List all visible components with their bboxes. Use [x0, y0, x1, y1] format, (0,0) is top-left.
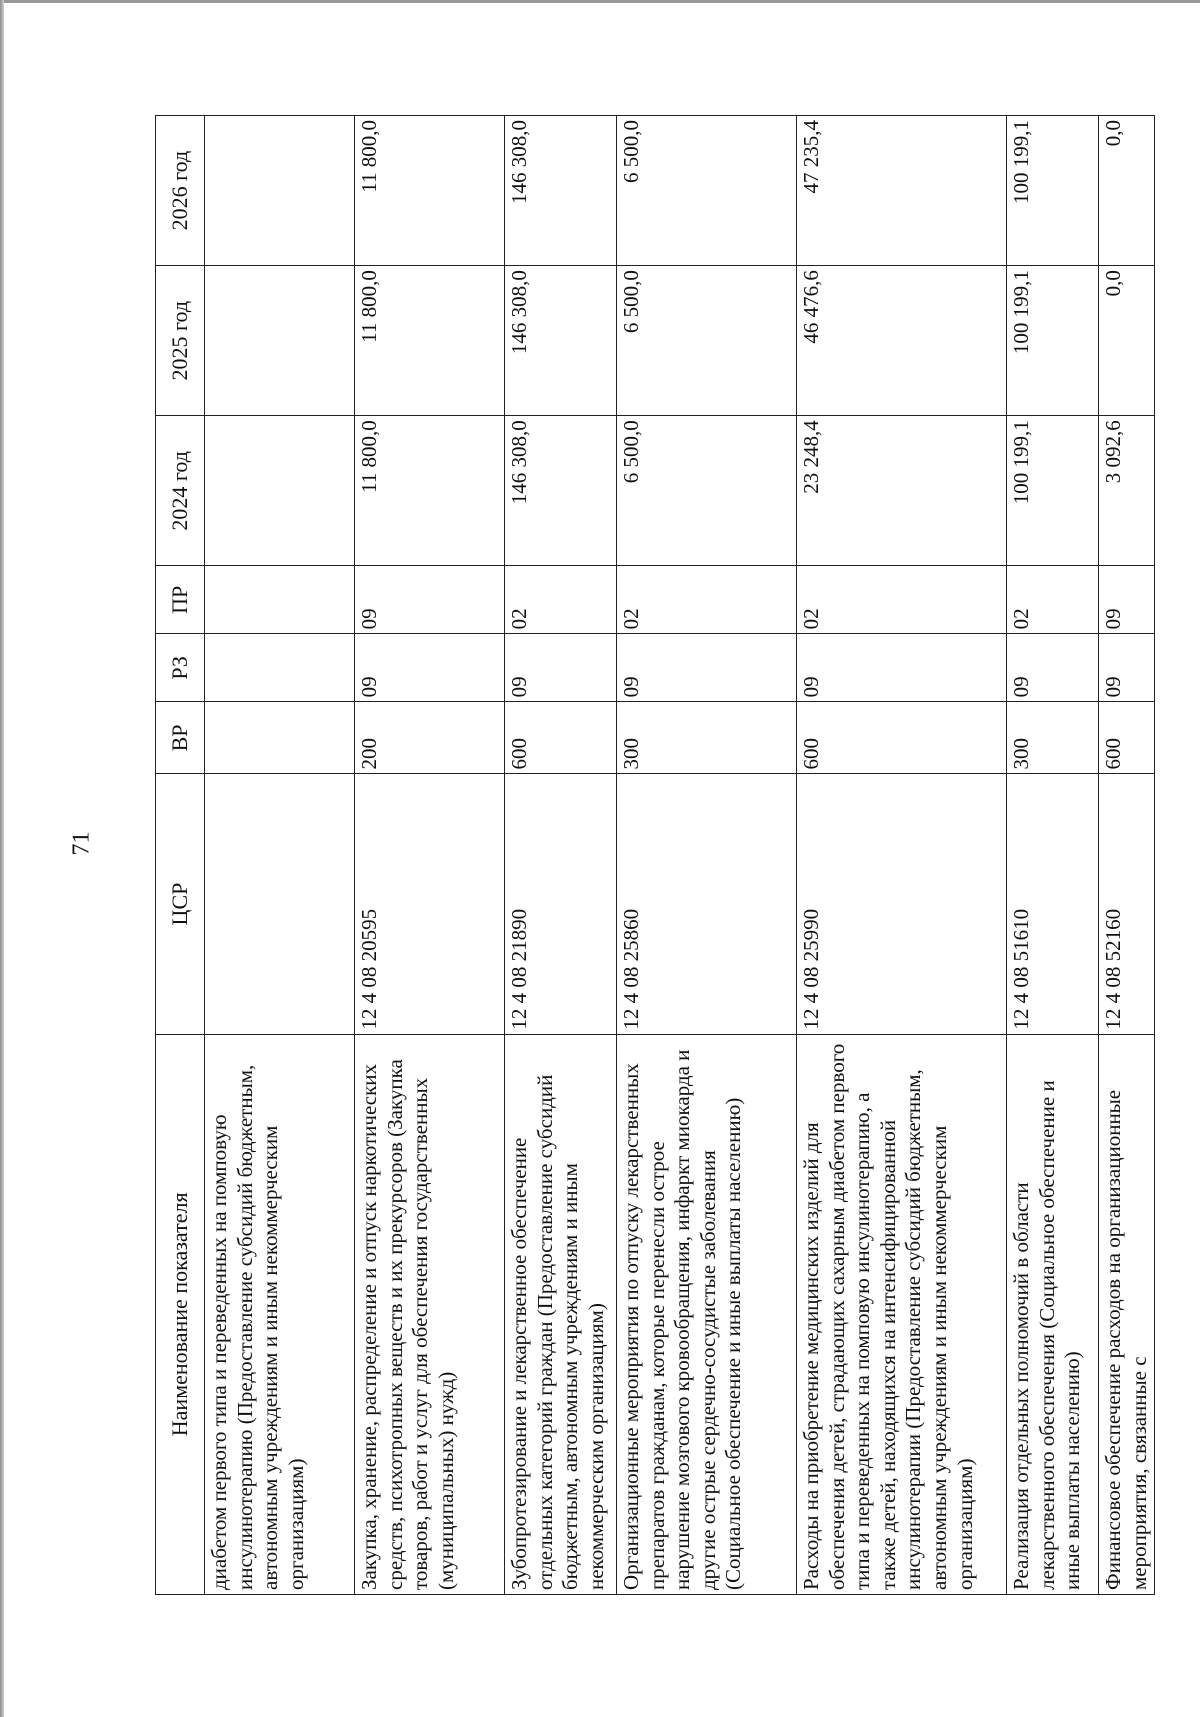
row-rz: 09 [1099, 634, 1155, 702]
row-vr: 600 [1099, 702, 1155, 774]
header-csr: ЦСР [156, 774, 205, 1034]
rotated-page-content [155, 115, 1151, 1595]
row-rz [205, 634, 355, 702]
row-name: Реализация отдельных полномочий в области лекарственного обеспечения (Социальное обеспечение и иные выплаты населению) [1007, 1034, 1099, 1594]
row-2026: 0,0 [1099, 116, 1155, 266]
row-2024: 100 199,1 [1007, 416, 1099, 566]
row-2026: 146 308,0 [505, 116, 617, 266]
row-csr: 12 4 08 25990 [797, 774, 1007, 1034]
row-csr [205, 774, 355, 1034]
header-pr: ПР [156, 566, 205, 634]
row-pr: 09 [1099, 566, 1155, 634]
row-2024: 146 308,0 [505, 416, 617, 566]
header-2024: 2024 год [156, 416, 205, 566]
row-2026: 6 500,0 [617, 116, 797, 266]
row-name: Финансовое обеспечение расходов на организационные мероприятия, связанные с [1099, 1034, 1155, 1594]
budget-table [155, 115, 1155, 1595]
row-pr: 02 [617, 566, 797, 634]
row-rz: 09 [355, 634, 505, 702]
table-row [355, 116, 505, 1595]
header-rz: РЗ [156, 634, 205, 702]
row-rz: 09 [1007, 634, 1099, 702]
row-2024: 23 248,4 [797, 416, 1007, 566]
row-csr: 12 4 08 21890 [505, 774, 617, 1034]
row-2025: 11 800,0 [355, 266, 505, 416]
row-pr: 02 [505, 566, 617, 634]
row-2026: 11 800,0 [355, 116, 505, 266]
row-vr: 300 [1007, 702, 1099, 774]
row-name: Зубопротезирование и лекарственное обеспечение отдельных категорий граждан (Предоставление субсидий бюджетным, автономным учреждениям и иным некоммерческим организациям) [505, 1034, 617, 1594]
header-vr: ВР [156, 702, 205, 774]
row-vr: 300 [617, 702, 797, 774]
row-2025 [205, 266, 355, 416]
row-csr: 12 4 08 20595 [355, 774, 505, 1034]
row-rz: 09 [797, 634, 1007, 702]
row-2025: 146 308,0 [505, 266, 617, 416]
row-2025: 0,0 [1099, 266, 1155, 416]
table-header-row [156, 116, 205, 1595]
row-2026: 100 199,1 [1007, 116, 1099, 266]
table-row [1099, 116, 1155, 1595]
row-2026: 47 235,4 [797, 116, 1007, 266]
row-name: Расходы на приобретение медицинских изделий для обеспечения детей, страдающих сахарным диабетом первого типа и переведенных на помповую инсулинотерапию, а также детей, находящихся на интенсифицированной инсулинотерапии (Предоставление субсидий бюджетным, автономным учреждениям и иным некоммерческим организациям) [797, 1034, 1007, 1594]
row-pr: 02 [797, 566, 1007, 634]
row-csr: 12 4 08 25860 [617, 774, 797, 1034]
row-2026 [205, 116, 355, 266]
row-2025: 46 476,6 [797, 266, 1007, 416]
header-2026: 2026 год [156, 116, 205, 266]
row-pr [205, 566, 355, 634]
row-rz: 09 [617, 634, 797, 702]
header-name: Наименование показателя [156, 1034, 205, 1594]
table-row [1007, 116, 1099, 1595]
row-vr [205, 702, 355, 774]
table-row [505, 116, 617, 1595]
page-number: 71 [68, 831, 95, 856]
row-rz: 09 [505, 634, 617, 702]
header-2025: 2025 год [156, 266, 205, 416]
row-csr: 12 4 08 51610 [1007, 774, 1099, 1034]
table-row [205, 116, 355, 1595]
row-vr: 600 [505, 702, 617, 774]
row-vr: 600 [797, 702, 1007, 774]
row-vr: 200 [355, 702, 505, 774]
row-name: Организационные мероприятия по отпуску лекарственных препаратов гражданам, которые перенесли острое нарушение мозгового кровообращения, инфаркт миокарда и другие острые сердечно-сосудистые заболевания (Социальное обеспечение и иные выплаты населению) [617, 1034, 797, 1594]
table-row [797, 116, 1007, 1595]
row-name: Закупка, хранение, распределение и отпуск наркотических средств, психотропных веществ и их прекурсоров (Закупка товаров, работ и услуг для обеспечения государственных (муниципальных) нужд) [355, 1034, 505, 1594]
row-2025: 6 500,0 [617, 266, 797, 416]
row-2024: 6 500,0 [617, 416, 797, 566]
row-pr: 09 [355, 566, 505, 634]
scan-edge-left [0, 0, 4, 1717]
scan-edge-top [0, 0, 1200, 3]
row-2025: 100 199,1 [1007, 266, 1099, 416]
row-csr: 12 4 08 52160 [1099, 774, 1155, 1034]
row-2024 [205, 416, 355, 566]
table-row [617, 116, 797, 1595]
row-2024: 3 092,6 [1099, 416, 1155, 566]
row-name: диабетом первого типа и переведенных на помповую инсулинотерапию (Предоставление субсидий бюджетным, автономным учреждениям и иным некоммерческим организациям) [205, 1034, 355, 1594]
row-pr: 02 [1007, 566, 1099, 634]
row-2024: 11 800,0 [355, 416, 505, 566]
